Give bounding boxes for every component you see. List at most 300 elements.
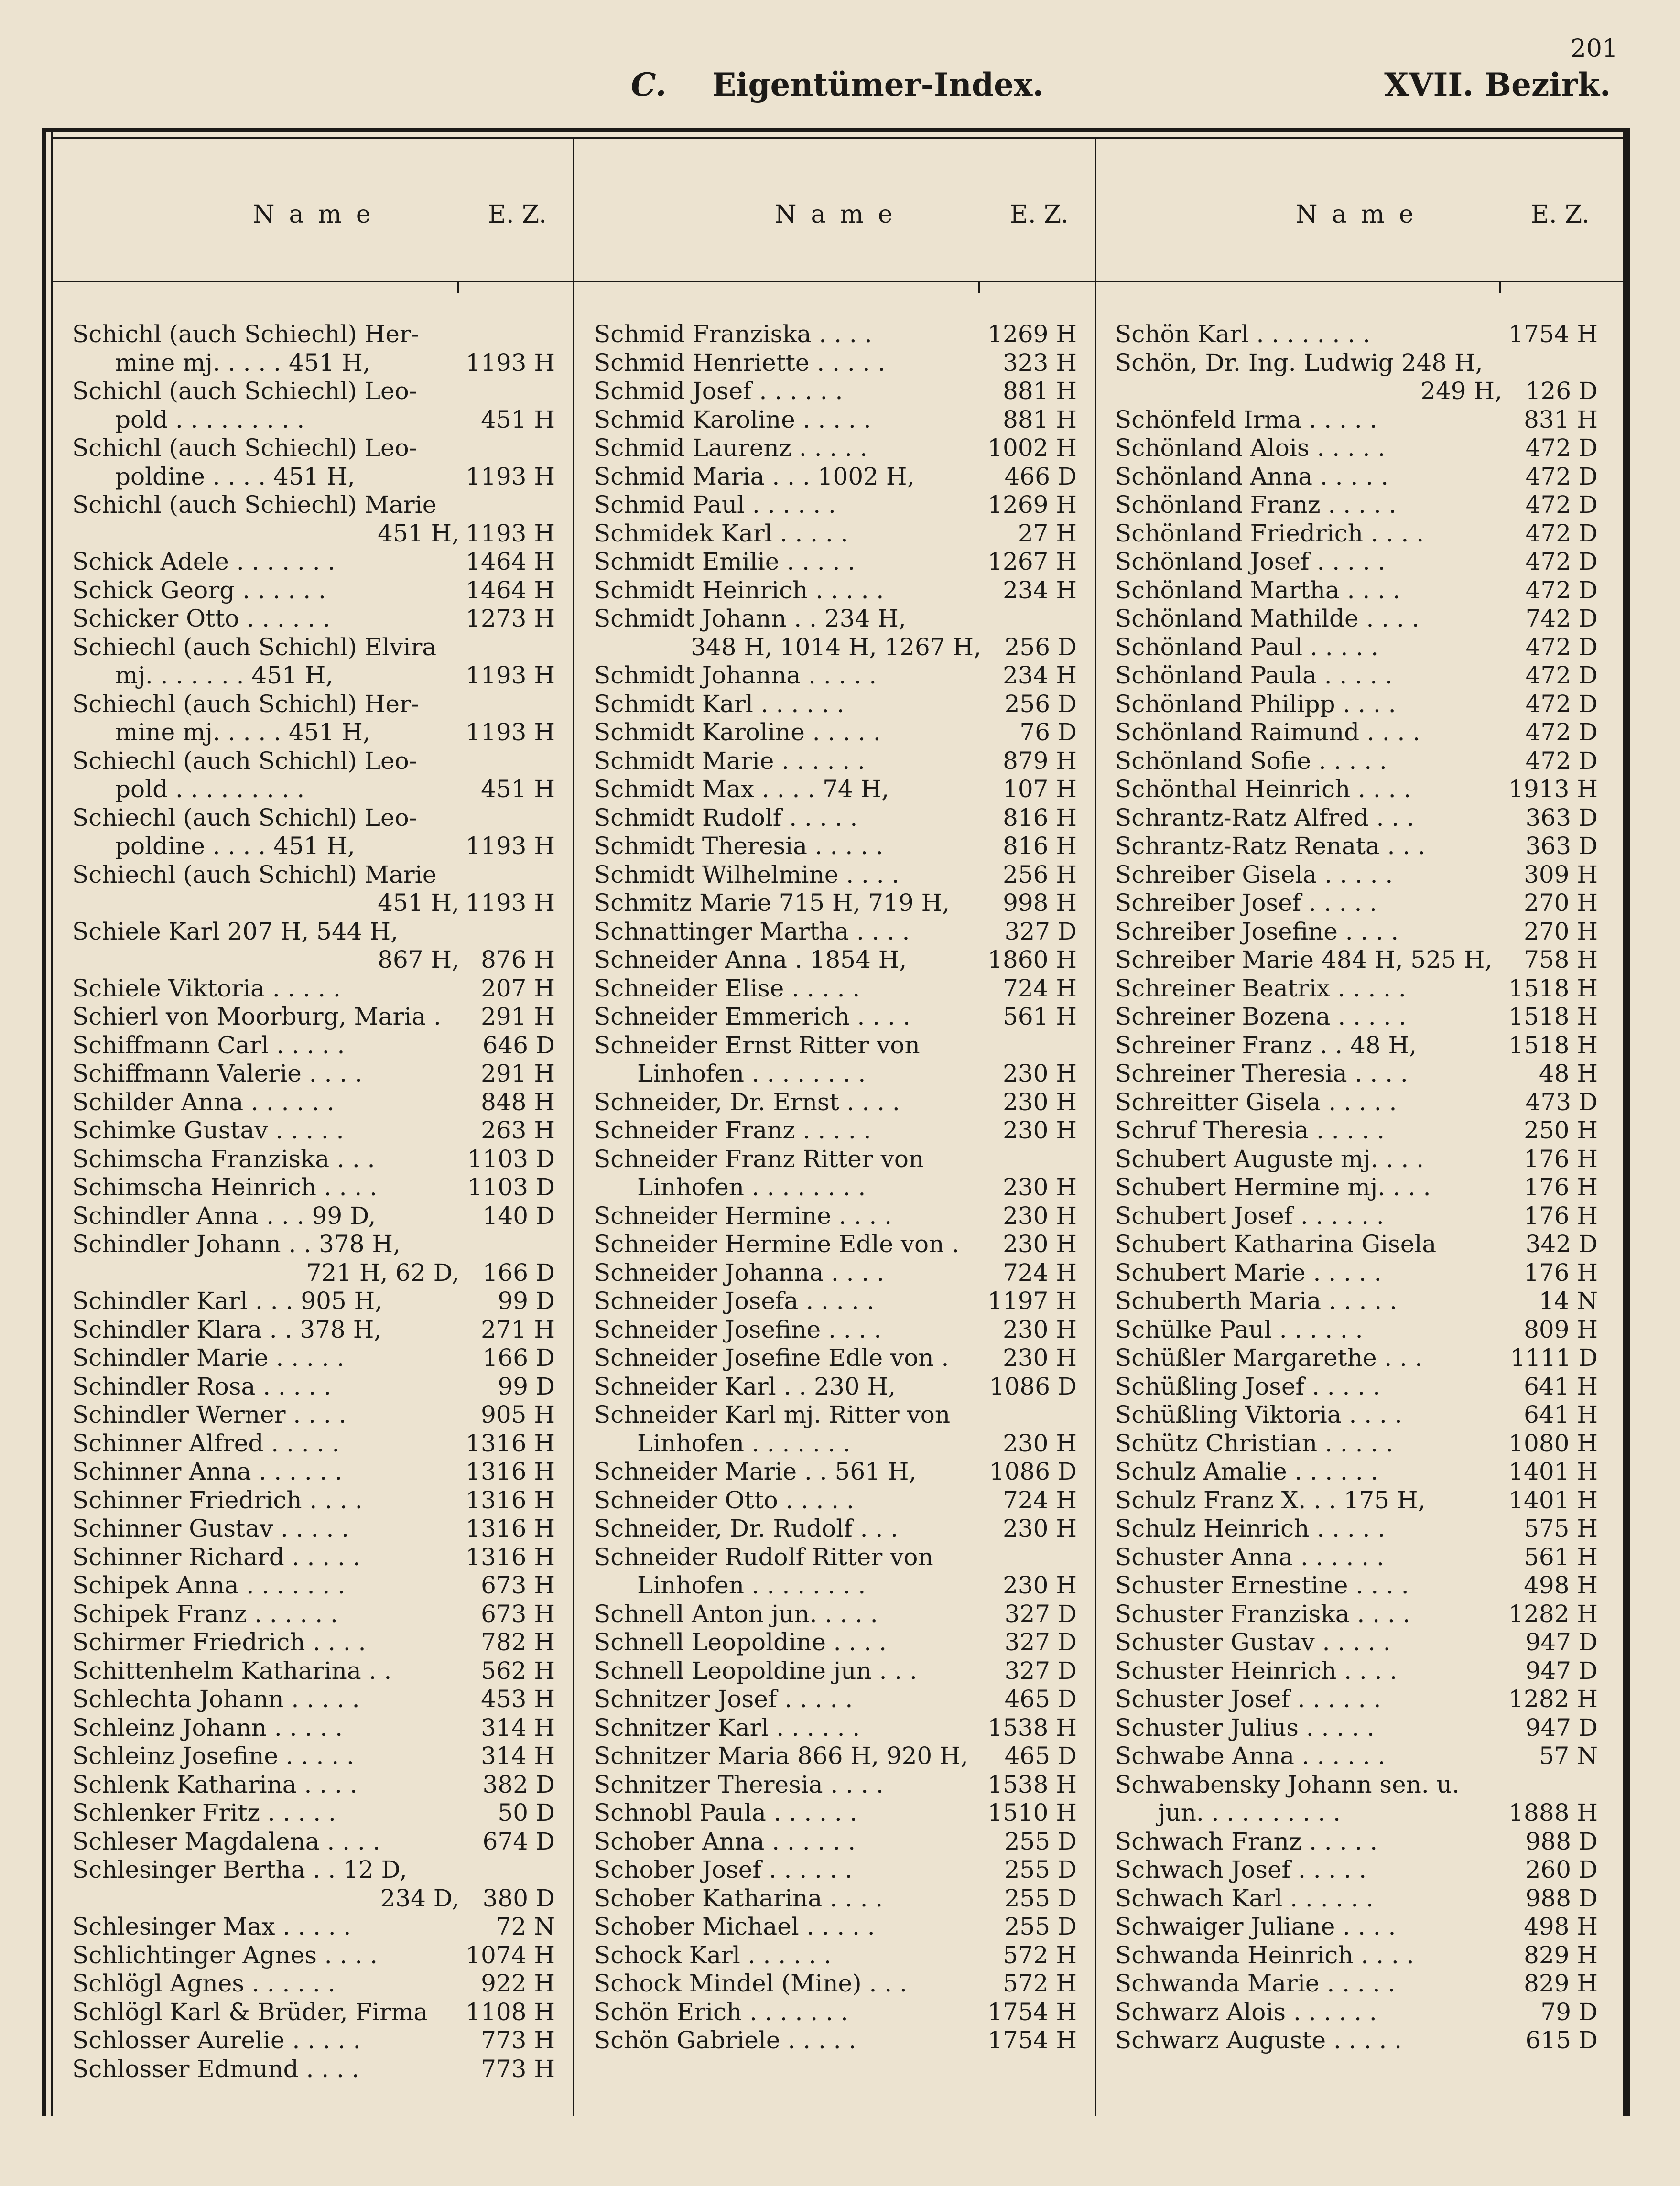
entry-ez-number: 176 H xyxy=(1524,1145,1598,1173)
index-entry xyxy=(72,1458,555,1486)
index-entry xyxy=(594,349,1077,378)
entry-line xyxy=(594,1998,1077,2027)
entry-continuation: Linhofen . . . . . . . xyxy=(637,1429,851,1457)
index-entry xyxy=(594,1458,1077,1486)
entry-line xyxy=(594,1316,1077,1344)
entry-name: Schreiner Bozena . . . . . xyxy=(1115,1003,1407,1030)
index-entry xyxy=(1115,1714,1598,1742)
entry-name: Schwach Franz . . . . . xyxy=(1115,1827,1378,1855)
entry-name: Schneider Emmerich . . . . xyxy=(594,1003,910,1030)
index-entry xyxy=(1115,576,1598,605)
entry-line xyxy=(72,918,555,946)
entry-ez-number: 1316 H xyxy=(466,1515,555,1542)
entry-ez-number: 1464 H xyxy=(466,576,555,604)
entry-continuation: mine mj. . . . . 451 H, xyxy=(115,718,370,746)
entry-ez-number: 472 D xyxy=(1525,434,1598,462)
entry-name: Schulz Amalie . . . . . . xyxy=(1115,1458,1378,1485)
entry-name: Schneider Franz . . . . . xyxy=(594,1116,871,1144)
entry-ez-number: 250 H xyxy=(1524,1116,1598,1144)
entry-line xyxy=(1115,1344,1598,1373)
entry-name: Schuster Gustav . . . . . xyxy=(1115,1628,1391,1656)
index-entry xyxy=(1115,1884,1598,1913)
index-entry xyxy=(1115,861,1598,889)
entry-line xyxy=(72,605,555,633)
entry-name: Schreitter Gisela . . . . . xyxy=(1115,1088,1397,1116)
entry-line xyxy=(1115,605,1598,633)
entry-list xyxy=(72,320,555,2083)
index-table xyxy=(42,128,1630,2116)
index-entry xyxy=(594,1259,1077,1288)
entry-line xyxy=(1115,463,1598,491)
entry-line xyxy=(72,661,555,690)
entry-line xyxy=(72,1060,555,1088)
entry-continuation: 867 H, xyxy=(378,946,459,974)
index-entry xyxy=(594,804,1077,833)
index-entry xyxy=(72,1828,555,1856)
entry-line xyxy=(1115,1259,1598,1288)
entry-ez-number: 309 H xyxy=(1524,860,1598,888)
index-entry xyxy=(594,775,1077,804)
index-entry xyxy=(1115,1771,1598,1828)
entry-ez-number: 166 D xyxy=(482,1258,555,1287)
entry-line xyxy=(72,1600,555,1629)
entry-ez-number: 230 H xyxy=(1003,1116,1077,1144)
entry-ez-number: 291 H xyxy=(481,1003,555,1030)
entry-continuation: pold . . . . . . . . . xyxy=(115,775,305,803)
entry-line xyxy=(72,1628,555,1657)
entry-ez-number: 1888 H xyxy=(1508,1799,1598,1827)
entry-line xyxy=(594,491,1077,519)
entry-ez-number: 816 H xyxy=(1003,803,1077,832)
entry-ez-number: 50 D xyxy=(498,1799,555,1827)
entry-name: Schwarz Auguste . . . . . xyxy=(1115,2026,1402,2054)
entry-name: Schönland Josef . . . . . xyxy=(1115,548,1386,575)
index-entry xyxy=(1115,1316,1598,1344)
entry-ez-number: 615 D xyxy=(1525,2026,1598,2054)
entry-ez-number: 255 D xyxy=(1004,1856,1077,1883)
entry-line xyxy=(72,463,555,491)
entry-ez-number: 176 H xyxy=(1524,1173,1598,1201)
entry-line xyxy=(72,1856,555,1884)
index-entry xyxy=(594,1031,1077,1088)
index-entry xyxy=(72,434,555,491)
index-entry xyxy=(594,1401,1077,1458)
entry-line xyxy=(72,1884,555,1913)
entry-line xyxy=(594,1486,1077,1515)
entry-ez-number: 641 H xyxy=(1524,1372,1598,1400)
entry-ez-number: 466 D xyxy=(1004,462,1077,490)
entry-ez-number: 881 H xyxy=(1003,405,1077,433)
entry-ez-number: 271 H xyxy=(481,1315,555,1343)
entry-name: Schiele Karl 207 H, 544 H, xyxy=(72,917,399,945)
entry-name: Schmidt Theresia . . . . . xyxy=(594,832,883,860)
entry-line xyxy=(594,1571,1077,1600)
index-entry xyxy=(594,974,1077,1003)
entry-ez-number: 72 N xyxy=(496,1913,555,1940)
entry-name: Schneider Franz Ritter von xyxy=(594,1145,924,1173)
entry-name: Schuberth Maria . . . . . xyxy=(1115,1287,1397,1315)
entry-ez-number: 230 H xyxy=(1003,1571,1077,1599)
index-entry xyxy=(594,1003,1077,1031)
entry-name: Schön Erich . . . . . . . xyxy=(594,1998,848,2026)
entry-ez-number: 472 D xyxy=(1525,491,1598,519)
entry-line xyxy=(72,633,555,662)
entry-line xyxy=(594,1799,1077,1828)
index-entry xyxy=(1115,1828,1598,1856)
entry-ez-number: 1111 D xyxy=(1510,1344,1598,1372)
entry-name: Schiele Viktoria . . . . . xyxy=(72,974,341,1002)
entry-name: Schlögl Agnes . . . . . . xyxy=(72,1970,336,1997)
index-entry xyxy=(72,1287,555,1316)
index-entry xyxy=(594,889,1077,918)
entry-ez-number: 1086 D xyxy=(989,1372,1077,1400)
entry-ez-number: 998 H xyxy=(1003,889,1077,917)
index-entry xyxy=(594,918,1077,946)
entry-name: Schön, Dr. Ing. Ludwig 248 H, xyxy=(1115,348,1483,377)
entry-name: Schmidt Heinrich . . . . . xyxy=(594,576,884,604)
entry-line xyxy=(594,1515,1077,1543)
index-entry xyxy=(72,1941,555,1970)
entry-line xyxy=(1115,1316,1598,1344)
entry-line xyxy=(1115,1031,1598,1060)
entry-ez-number: 1913 H xyxy=(1508,775,1598,803)
entry-line xyxy=(594,1714,1077,1742)
entry-ez-number: 673 H xyxy=(481,1600,555,1628)
page-number: 201 xyxy=(1570,34,1618,63)
entry-name: Schimke Gustav . . . . . xyxy=(72,1116,344,1144)
index-entry xyxy=(1115,832,1598,861)
entry-line xyxy=(1115,1856,1598,1884)
entry-continuation: poldine . . . . 451 H, xyxy=(115,832,355,860)
entry-name: Schierl von Moorburg, Maria . xyxy=(72,1003,441,1030)
entry-line xyxy=(1115,1486,1598,1515)
entry-ez-number: 230 H xyxy=(1003,1201,1077,1230)
index-entry xyxy=(1115,1003,1598,1031)
index-entry xyxy=(72,1742,555,1771)
index-entry xyxy=(594,1287,1077,1316)
entry-line xyxy=(594,690,1077,719)
entry-ez-number: 270 H xyxy=(1524,889,1598,917)
entry-name: Schmidt Wilhelmine . . . . xyxy=(594,860,900,888)
entry-line xyxy=(72,2026,555,2055)
entry-name: Schreiner Beatrix . . . . . xyxy=(1115,974,1406,1002)
header-ez: E. Z. xyxy=(1531,200,1590,229)
entry-line xyxy=(594,434,1077,463)
entry-name: Schüßler Margarethe . . . xyxy=(1115,1344,1422,1372)
entry-line xyxy=(72,1373,555,1401)
entry-name: Schuster Anna . . . . . . xyxy=(1115,1543,1384,1571)
entry-name: Schneider Josefine Edle von . xyxy=(594,1344,949,1372)
entry-line xyxy=(594,661,1077,690)
entry-name: Schwach Josef . . . . . xyxy=(1115,1856,1367,1883)
entry-line xyxy=(1115,747,1598,776)
entry-ez-number: 947 D xyxy=(1525,1628,1598,1656)
entry-ez-number: 472 D xyxy=(1525,576,1598,604)
entry-line xyxy=(1115,1202,1598,1231)
index-entry xyxy=(72,377,555,434)
entry-line xyxy=(594,832,1077,861)
entry-name: Schlögl Karl & Brüder, Firma xyxy=(72,1998,428,2026)
index-entry xyxy=(1115,661,1598,690)
index-entry xyxy=(1115,1458,1598,1486)
entry-ez-number: 1193 H xyxy=(466,519,555,547)
entry-line xyxy=(72,349,555,378)
entry-line xyxy=(72,377,555,406)
entry-line xyxy=(1115,2026,1598,2055)
entry-ez-number: 1086 D xyxy=(989,1458,1077,1485)
entry-line xyxy=(72,1913,555,1941)
entry-name: Schmid Franziska . . . . xyxy=(594,320,872,348)
entry-ez-number: 1193 H xyxy=(466,889,555,917)
entry-line xyxy=(1115,1116,1598,1145)
entry-ez-number: 988 D xyxy=(1525,1884,1598,1912)
entry-continuation: Linhofen . . . . . . . . xyxy=(637,1173,866,1201)
entry-name: Schwanda Marie . . . . . xyxy=(1115,1970,1396,1997)
entry-ez-number: 1269 H xyxy=(987,491,1077,519)
entry-ez-number: 363 D xyxy=(1525,832,1598,860)
entry-name: Schleinz Johann . . . . . xyxy=(72,1713,343,1742)
entry-name: Schönland Paul . . . . . xyxy=(1115,633,1379,661)
entry-line xyxy=(72,747,555,776)
entry-name: Schiechl (auch Schichl) Elvira xyxy=(72,633,437,661)
header-ez: E. Z. xyxy=(488,200,547,229)
entry-line xyxy=(594,889,1077,918)
entry-line xyxy=(72,406,555,434)
entry-ez-number: 1282 H xyxy=(1508,1685,1598,1713)
entry-name: Schlosser Edmund . . . . xyxy=(72,2055,359,2083)
entry-ez-number: 256 D xyxy=(1004,690,1077,718)
entry-line xyxy=(594,1771,1077,1799)
index-entry xyxy=(72,633,555,690)
entry-name: Schnobl Paula . . . . . . xyxy=(594,1799,857,1827)
entry-ez-number: 1193 H xyxy=(466,661,555,689)
entry-ez-number: 1193 H xyxy=(466,348,555,377)
running-head xyxy=(0,66,1680,109)
index-entry xyxy=(72,1998,555,2027)
entry-name: Schneider, Dr. Rudolf . . . xyxy=(594,1515,899,1542)
entry-name: Schneider, Dr. Ernst . . . . xyxy=(594,1088,900,1116)
entry-name: Schruf Theresia . . . . . xyxy=(1115,1116,1385,1144)
entry-line xyxy=(1115,1742,1598,1771)
entry-ez-number: 646 D xyxy=(482,1031,555,1059)
entry-ez-number: 1464 H xyxy=(466,548,555,575)
index-entry xyxy=(594,718,1077,747)
entry-line xyxy=(594,946,1077,974)
entry-ez-number: 1754 H xyxy=(987,1998,1077,2026)
entry-ez-number: 1316 H xyxy=(466,1429,555,1457)
entry-name: Schindler Karl . . . 905 H, xyxy=(72,1287,383,1315)
entry-line xyxy=(72,1429,555,1458)
entry-continuation: Linhofen . . . . . . . . xyxy=(637,1060,866,1087)
entry-line xyxy=(72,690,555,719)
index-entry xyxy=(72,1060,555,1088)
entry-continuation: jun. . . . . . . . . . xyxy=(1158,1799,1341,1827)
index-entry xyxy=(594,1771,1077,1799)
entry-name: Schnitzer Karl . . . . . . xyxy=(594,1713,860,1742)
index-entry xyxy=(594,1714,1077,1742)
entry-ez-number: 472 D xyxy=(1525,747,1598,775)
entry-line xyxy=(1115,1828,1598,1856)
entry-line xyxy=(594,1458,1077,1486)
entry-ez-number: 674 D xyxy=(482,1827,555,1855)
entry-line xyxy=(1115,661,1598,690)
entry-name: Schmidt Johanna . . . . . xyxy=(594,661,877,689)
index-entry xyxy=(1115,918,1598,946)
entry-ez-number: 327 D xyxy=(1004,917,1077,945)
entry-line xyxy=(72,1771,555,1799)
index-entry xyxy=(594,491,1077,519)
entry-line xyxy=(1115,548,1598,576)
entry-line xyxy=(72,1799,555,1828)
entry-name: Schuster Heinrich . . . . xyxy=(1115,1656,1398,1685)
entry-line xyxy=(72,1941,555,1970)
index-entry xyxy=(72,1685,555,1714)
entry-ez-number: 473 D xyxy=(1525,1088,1598,1116)
index-entry xyxy=(1115,1685,1598,1714)
entry-name: Schnell Leopoldine . . . . xyxy=(594,1628,887,1656)
entry-ez-number: 1002 H xyxy=(987,434,1077,462)
entry-name: Schober Michael . . . . . xyxy=(594,1913,875,1940)
entry-line xyxy=(1115,974,1598,1003)
entry-ez-number: 327 D xyxy=(1004,1656,1077,1685)
entry-line xyxy=(72,1657,555,1686)
entry-name: Schmid Karoline . . . . . xyxy=(594,405,871,433)
entry-ez-number: 572 H xyxy=(1003,1941,1077,1969)
entry-ez-number: 1518 H xyxy=(1508,974,1598,1002)
column-1 xyxy=(72,132,555,2116)
entry-name: Schmitz Marie 715 H, 719 H, xyxy=(594,889,950,917)
index-entry xyxy=(594,690,1077,719)
index-entry xyxy=(594,661,1077,690)
entry-name: Schnattinger Martha . . . . xyxy=(594,917,910,945)
entry-line xyxy=(72,1145,555,1174)
index-entry xyxy=(594,1486,1077,1515)
entry-ez-number: 270 H xyxy=(1524,917,1598,945)
index-entry xyxy=(1115,1031,1598,1060)
entry-name: Schnell Anton jun. . . . . xyxy=(594,1600,878,1628)
entry-ez-number: 724 H xyxy=(1003,1258,1077,1287)
entry-ez-number: 57 N xyxy=(1539,1742,1598,1770)
index-entry xyxy=(1115,548,1598,576)
entry-ez-number: 562 H xyxy=(481,1656,555,1685)
index-entry xyxy=(72,1116,555,1145)
header-name: Name xyxy=(775,200,907,229)
index-entry xyxy=(594,1657,1077,1686)
entry-ez-number: 773 H xyxy=(481,2026,555,2054)
entry-line xyxy=(594,1941,1077,1970)
index-entry xyxy=(72,1373,555,1401)
entry-name: Schneider Elise . . . . . xyxy=(594,974,860,1002)
entry-line xyxy=(1115,832,1598,861)
entry-ez-number: 1103 D xyxy=(467,1173,555,1201)
index-entry xyxy=(72,1856,555,1913)
entry-ez-number: 230 H xyxy=(1003,1429,1077,1457)
index-entry xyxy=(72,1031,555,1060)
entry-name: Schreiber Josef . . . . . xyxy=(1115,889,1377,917)
entry-name: Schleser Magdalena . . . . xyxy=(72,1827,380,1855)
entry-line xyxy=(1115,1003,1598,1031)
entry-line xyxy=(72,1515,555,1543)
entry-name: Schlosser Aurelie . . . . . xyxy=(72,2026,361,2054)
entry-ez-number: 230 H xyxy=(1003,1344,1077,1372)
entry-name: Schneider Marie . . 561 H, xyxy=(594,1458,917,1485)
entry-line xyxy=(594,1145,1077,1174)
entry-name: Schneider Anna . 1854 H, xyxy=(594,946,907,974)
entry-line xyxy=(594,1543,1077,1572)
index-entry xyxy=(72,1543,555,1572)
entry-name: Schwabensky Johann sen. u. xyxy=(1115,1770,1460,1798)
index-entry xyxy=(72,974,555,1003)
index-entry xyxy=(594,946,1077,974)
index-entry xyxy=(594,377,1077,406)
entry-name: Schipek Anna . . . . . . . xyxy=(72,1571,346,1599)
entry-line xyxy=(1115,1458,1598,1486)
entry-line xyxy=(594,1202,1077,1231)
entry-name: Schmidek Karl . . . . . xyxy=(594,519,848,547)
entry-ez-number: 641 H xyxy=(1524,1401,1598,1428)
entry-line xyxy=(72,1401,555,1429)
entry-line xyxy=(72,1202,555,1231)
entry-ez-number: 255 D xyxy=(1004,1913,1077,1940)
index-entry xyxy=(594,1316,1077,1344)
entry-line xyxy=(1115,434,1598,463)
entry-ez-number: 1316 H xyxy=(466,1458,555,1485)
index-entry xyxy=(1115,1401,1598,1429)
index-entry xyxy=(72,1657,555,1686)
index-entry xyxy=(72,1714,555,1742)
entry-line xyxy=(1115,1429,1598,1458)
entry-name: Schmidt Max . . . . 74 H, xyxy=(594,775,889,803)
entry-ez-number: 451 H xyxy=(481,775,555,803)
entry-ez-number: 724 H xyxy=(1003,974,1077,1002)
index-entry xyxy=(594,832,1077,861)
index-entry xyxy=(72,605,555,633)
entry-name: Schneider Josefine . . . . xyxy=(594,1315,882,1343)
index-entry xyxy=(1115,1515,1598,1543)
entry-name: Schreiber Josefine . . . . xyxy=(1115,917,1399,945)
entry-line xyxy=(1115,1714,1598,1742)
entry-ez-number: 831 H xyxy=(1524,405,1598,433)
entry-ez-number: 1538 H xyxy=(987,1770,1077,1798)
entry-line xyxy=(594,519,1077,548)
index-entry xyxy=(594,320,1077,349)
entry-line xyxy=(72,1970,555,1998)
entry-name: Schmidt Marie . . . . . . xyxy=(594,747,866,775)
entry-name: Schiffmann Valerie . . . . xyxy=(72,1060,363,1087)
entry-name: Schick Georg . . . . . . xyxy=(72,576,326,604)
entry-name: Schiechl (auch Schichl) Leo- xyxy=(72,747,417,775)
entry-ez-number: 380 D xyxy=(482,1884,555,1912)
entry-line xyxy=(72,889,555,918)
entry-ez-number: 1074 H xyxy=(466,1941,555,1969)
entry-name: Schneider Hermine Edle von . xyxy=(594,1230,960,1258)
index-entry xyxy=(72,1486,555,1515)
entry-ez-number: 829 H xyxy=(1524,1970,1598,1997)
entry-ez-number: 230 H xyxy=(1003,1088,1077,1116)
entry-name: Schwabe Anna . . . . . . xyxy=(1115,1742,1386,1770)
entry-ez-number: 79 D xyxy=(1540,1998,1598,2026)
entry-ez-number: 291 H xyxy=(481,1060,555,1087)
entry-ez-number: 1197 H xyxy=(987,1287,1077,1315)
index-entry xyxy=(72,1799,555,1828)
entry-line xyxy=(594,377,1077,406)
index-entry xyxy=(594,861,1077,889)
entry-name: Schichl (auch Schiechl) Marie xyxy=(72,491,437,519)
entry-ez-number: 48 H xyxy=(1539,1060,1598,1087)
entry-ez-number: 881 H xyxy=(1003,377,1077,405)
entry-ez-number: 314 H xyxy=(481,1742,555,1770)
index-entry xyxy=(1115,434,1598,463)
